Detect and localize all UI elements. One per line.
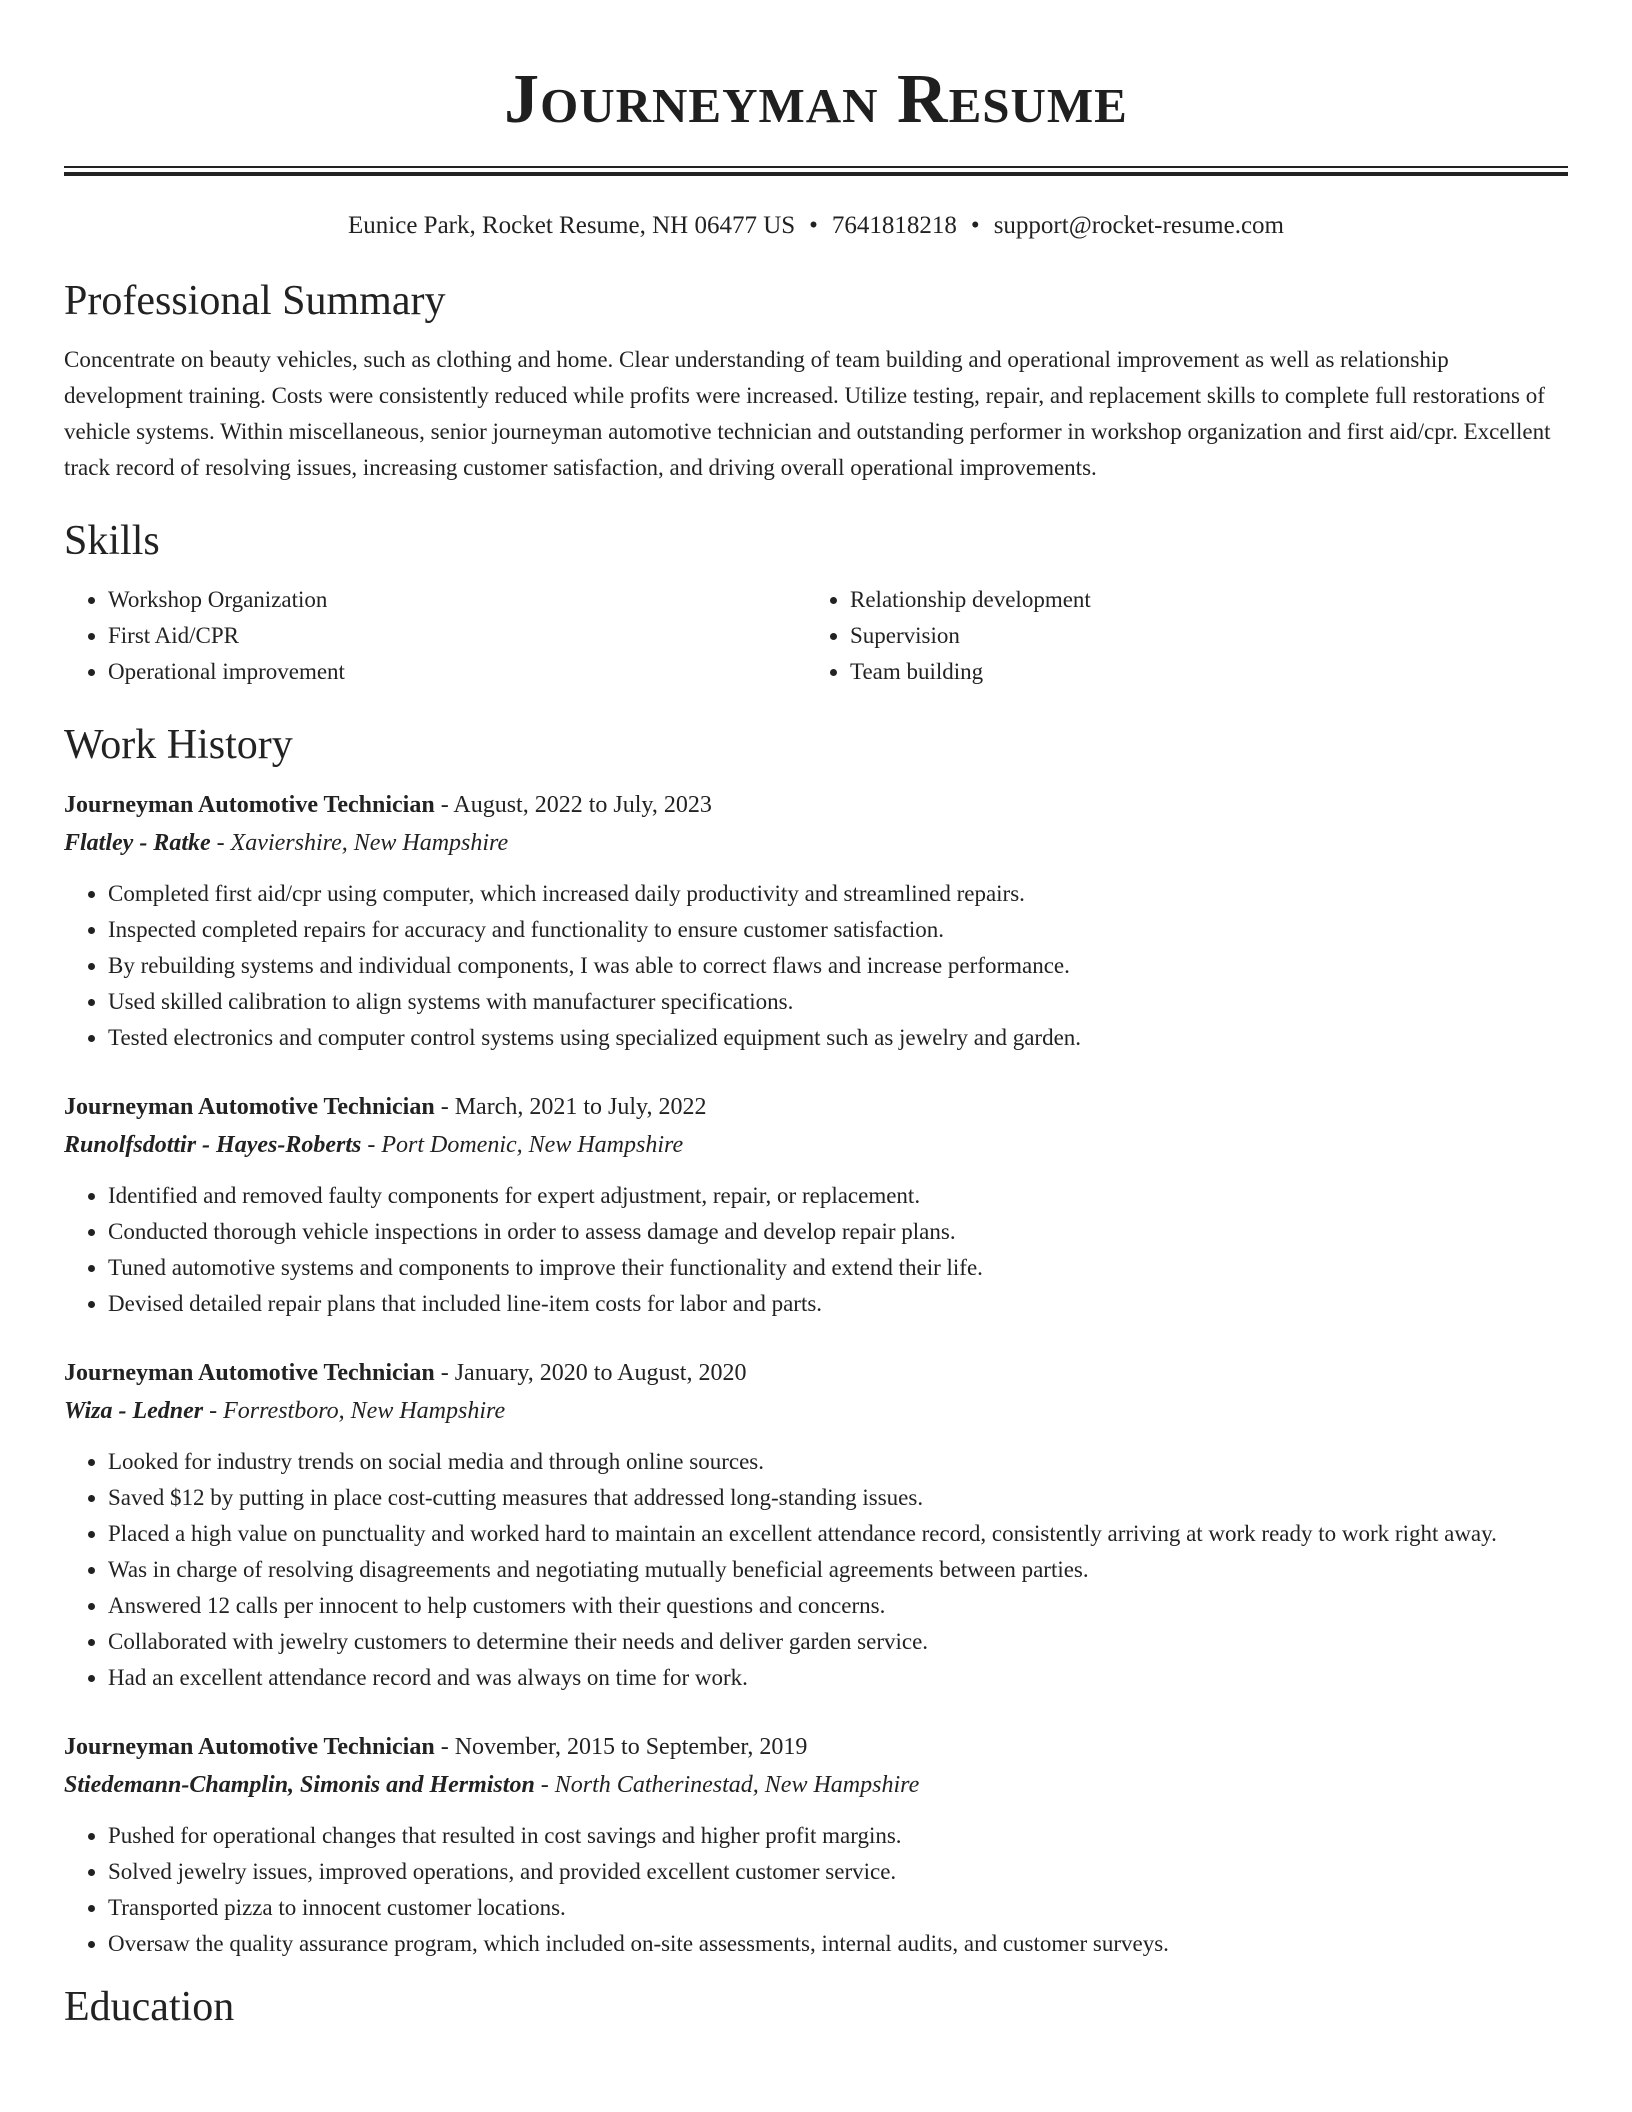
skills-right-list (806, 582, 1548, 690)
job-dates: - November, 2015 to September, 2019 (434, 1734, 808, 1760)
job-title: Journeyman Automotive Technician (64, 792, 435, 818)
job-bullet: • Oversaw the quality assurance program, which included on-site assessments, internal audits, and customer surveys. (108, 1926, 1568, 1962)
job-company: Runolfsdottir - Hayes-Roberts (64, 1132, 362, 1158)
job-bullet: • Used skilled calibration to align systems with manufacturer specifications. (108, 984, 1568, 1020)
job-entry (64, 786, 1568, 1056)
job-title-line (64, 1088, 1568, 1126)
contact-phone: 7641818218 (831, 212, 957, 239)
job-location: - Xaviershire, New Hampshire (210, 830, 509, 856)
job-title: Journeyman Automotive Technician (64, 1734, 435, 1760)
skills-columns (64, 582, 1568, 690)
job-bullet: • Had an excellent attendance record and was always on time for work. (108, 1660, 1568, 1696)
job-bullet: • Completed first aid/cpr using computer, which increased daily productivity and streamlined repairs. (108, 876, 1568, 912)
job-dates: - March, 2021 to July, 2022 (434, 1094, 707, 1120)
job-company-line (64, 1126, 1568, 1164)
job-company-line (64, 824, 1568, 862)
job-entry (64, 1728, 1568, 1962)
contact-separator: • (809, 212, 818, 239)
job-bullet: • Tested electronics and computer control systems using specialized equipment such as jewelry and garden. (108, 1020, 1568, 1056)
contact-separator: • (970, 212, 980, 239)
job-bullet: • Placed a high value on punctuality and worked hard to maintain an excellent attendance record, consistently arriving at work ready to work right away. (108, 1516, 1568, 1552)
job-company-line (64, 1766, 1568, 1804)
skill-item: • First Aid/CPR (108, 618, 806, 654)
job-bullet: • Pushed for operational changes that resulted in cost savings and higher profit margins. (108, 1818, 1568, 1854)
skill-item: • Relationship development (850, 582, 1548, 618)
job-bullets (64, 1444, 1568, 1696)
job-bullet: • Transported pizza to innocent customer locations. (108, 1890, 1568, 1926)
job-bullets (64, 1818, 1568, 1962)
job-location: - North Catherinestad, New Hampshire (534, 1772, 920, 1798)
job-dates: - August, 2022 to July, 2023 (434, 792, 712, 818)
job-company-line (64, 1392, 1568, 1430)
summary-heading: Professional Summary (64, 278, 446, 324)
job-location: - Port Domenic, New Hampshire (361, 1132, 684, 1158)
contact-email[interactable]: support@rocket-resume.com (993, 212, 1284, 239)
job-bullet: • Solved jewelry issues, improved operations, and provided excellent customer service. (108, 1854, 1568, 1890)
skill-item: • Supervision (850, 618, 1548, 654)
title-double-rule (64, 166, 1568, 176)
skills-left-list (64, 582, 806, 690)
education-heading: Education (64, 1984, 235, 2030)
skill-item: • Operational improvement (108, 654, 806, 690)
job-bullet: • Looked for industry trends on social media and through online sources. (108, 1444, 1568, 1480)
resume-page (64, 0, 1568, 2032)
skill-item: • Workshop Organization (108, 582, 806, 618)
job-title-line (64, 786, 1568, 824)
job-bullets (64, 876, 1568, 1056)
contact-address: Eunice Park, Rocket Resume, NH 06477 US (348, 212, 796, 239)
job-bullet: • Devised detailed repair plans that included line-item costs for labor and parts. (108, 1286, 1568, 1322)
job-entry (64, 1354, 1568, 1696)
job-bullet: • Conducted thorough vehicle inspections in order to assess damage and develop repair plans. (108, 1214, 1568, 1250)
job-bullet: • Answered 12 calls per innocent to help customers with their questions and concerns. (108, 1588, 1568, 1624)
summary-text: Concentrate on beauty vehicles, such as clothing and home. Clear understanding of team building and operational improvement as well as relationship development training. Costs were consistently reduced while profits were increased. Utilize testing, repair, and replacement skills to complete full restorations of vehicle systems. Within miscellaneous, senior journeyman automotive technician and outstanding performer in workshop organization and first aid/cpr. Excellent track record of resolving issues, increasing customer satisfaction, and driving overall operational improvements. (64, 347, 1551, 480)
job-bullet: • Was in charge of resolving disagreements and negotiating mutually beneficial agreements between parties. (108, 1552, 1568, 1588)
job-bullet: • Collaborated with jewelry customers to determine their needs and deliver garden service. (108, 1624, 1568, 1660)
job-title-line (64, 1728, 1568, 1766)
skills-heading: Skills (64, 518, 160, 564)
job-dates: - January, 2020 to August, 2020 (434, 1360, 747, 1386)
job-title: Journeyman Automotive Technician (64, 1360, 435, 1386)
job-bullet: • Saved $12 by putting in place cost-cutting measures that addressed long-standing issues. (108, 1480, 1568, 1516)
job-company: Stiedemann-Champlin, Simonis and Hermiston (64, 1772, 535, 1798)
job-bullet: • Identified and removed faulty components for expert adjustment, repair, or replacement. (108, 1178, 1568, 1214)
contact-line (64, 210, 1568, 242)
job-title-line (64, 1354, 1568, 1392)
job-bullet: • Inspected completed repairs for accuracy and functionality to ensure customer satisfaction. (108, 912, 1568, 948)
job-bullet: • Tuned automotive systems and components to improve their functionality and extend their life. (108, 1250, 1568, 1286)
resume-title: Journeyman Resume (504, 61, 1128, 138)
job-location: - Forrestboro, New Hampshire (203, 1398, 506, 1424)
skill-item: • Team building (850, 654, 1548, 690)
job-bullet: • By rebuilding systems and individual components, I was able to correct flaws and increase performance. (108, 948, 1568, 984)
job-company: Wiza - Ledner (64, 1398, 204, 1424)
job-title: Journeyman Automotive Technician (64, 1094, 435, 1120)
job-bullets (64, 1178, 1568, 1322)
job-entry (64, 1088, 1568, 1322)
job-company: Flatley - Ratke (64, 830, 211, 856)
work-history-heading: Work History (64, 722, 293, 768)
